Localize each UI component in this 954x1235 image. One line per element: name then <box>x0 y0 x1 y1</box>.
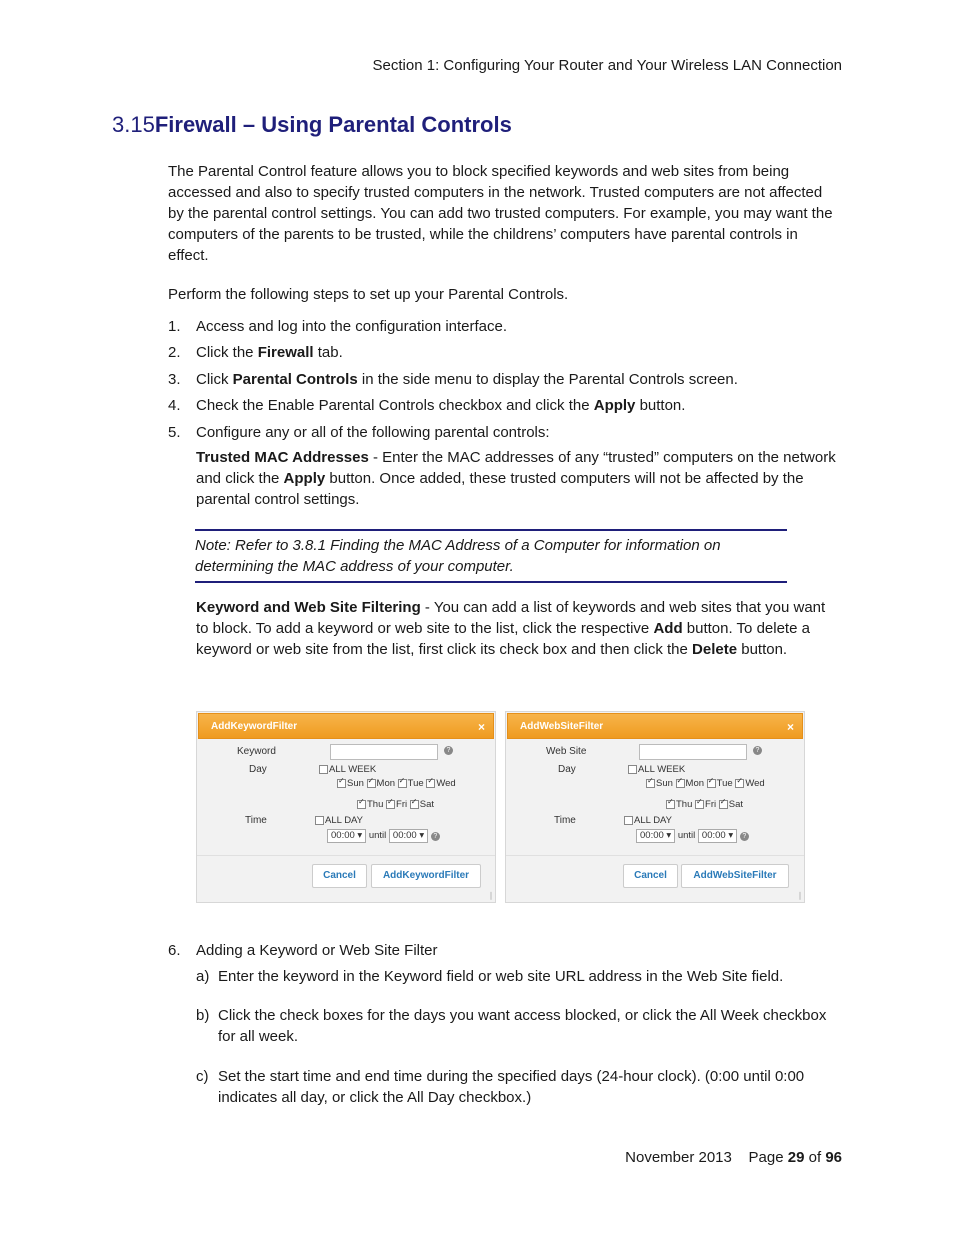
step-text <box>196 342 836 363</box>
substep-text: Click the check boxes for the days you want access blocked, or click the All Week checkbox for all week. <box>218 1007 827 1045</box>
checkbox-icon[interactable] <box>398 779 407 788</box>
checkbox-icon[interactable] <box>315 816 324 825</box>
checkbox-icon[interactable] <box>676 779 685 788</box>
step-text <box>196 395 836 416</box>
day-thu-label: Thu <box>367 799 384 810</box>
until-label: until <box>677 830 696 841</box>
help-icon[interactable]: ? <box>753 746 762 755</box>
add-website-filter-button[interactable]: AddWebSiteFilter <box>681 864 789 888</box>
bold-term: Apply <box>593 397 636 414</box>
section-title-text: Firewall – Using Parental Controls <box>154 112 512 137</box>
page-footer <box>625 1149 842 1166</box>
section-title <box>112 112 512 138</box>
checkbox-icon[interactable] <box>719 800 728 809</box>
checkbox-icon[interactable] <box>386 800 395 809</box>
add-keyword-filter-button[interactable]: AddKeywordFilter <box>371 864 481 888</box>
day-mon-label: Mon <box>685 778 705 789</box>
text-run: Click the <box>196 344 258 361</box>
checkbox-icon[interactable] <box>357 800 366 809</box>
trusted-mac-paragraph <box>196 447 838 510</box>
checkbox-icon[interactable] <box>410 800 419 809</box>
day-mon-label: Mon <box>376 778 396 789</box>
day-sun-label: Sun <box>347 778 364 789</box>
checkbox-label: ALL DAY <box>325 815 364 826</box>
bold-term: Firewall <box>257 344 314 361</box>
keyword-filter-paragraph <box>196 597 838 660</box>
until-label: until <box>368 830 387 841</box>
day-checkboxes-row-2 <box>357 799 434 810</box>
text-run: button. Once added, these trusted computers will not be affected by the parental control settings. <box>196 470 804 508</box>
select-value: 00:00 <box>701 830 726 841</box>
substep-text: Set the start time and end time during the specified days (24-hour clock). (0:00 until 0:00 indicates all day, or click the All Day checkbox.) <box>218 1068 805 1106</box>
website-label: Web Site <box>546 746 587 757</box>
substep-letter: b) <box>196 1007 210 1024</box>
checkbox-icon[interactable] <box>367 779 376 788</box>
day-checkboxes-row-2 <box>666 799 743 810</box>
checkbox-label: ALL DAY <box>634 815 673 826</box>
substep-text: Enter the keyword in the Keyword field or web site URL address in the Web Site field. <box>218 968 784 985</box>
checkbox-icon[interactable] <box>319 765 328 774</box>
bold-term: Delete <box>692 641 738 658</box>
time-label: Time <box>245 815 267 826</box>
bold-term: Apply <box>283 470 326 487</box>
resize-handle-icon[interactable]: ∣ <box>798 891 802 900</box>
checkbox-icon[interactable] <box>695 800 704 809</box>
note-box: Note: Refer to 3.8.1 Finding the MAC Address of a Computer for information on determining the MAC address of your computer. <box>195 529 787 583</box>
bold-term: Keyword and Web Site Filtering <box>196 599 421 616</box>
close-icon[interactable]: × <box>477 720 485 734</box>
keyword-input[interactable] <box>330 744 438 760</box>
checkbox-icon[interactable] <box>707 779 716 788</box>
step-number: 5. <box>168 424 181 441</box>
close-icon[interactable]: × <box>786 720 794 734</box>
bold-term: Trusted MAC Addresses <box>196 449 369 466</box>
text-run: button. <box>635 397 686 414</box>
step-number: 2. <box>168 344 181 361</box>
time-range <box>327 829 440 843</box>
day-tue-label: Tue <box>716 778 733 789</box>
select-value: 00:00 <box>640 830 664 841</box>
day-sat-label: Sat <box>419 799 434 810</box>
text-run: button. To delete a keyword or web site from the list, first click its check box and then click the <box>196 620 810 658</box>
select-value: 00:00 <box>331 830 355 841</box>
day-checkboxes-row-1 <box>337 778 456 789</box>
running-header: Section 1: Configuring Your Router and Your Wireless LAN Connection <box>372 57 842 74</box>
all-day-checkbox[interactable] <box>624 815 672 826</box>
text-run: in the side menu to display the Parental Controls screen. <box>357 371 738 388</box>
checkbox-label: ALL WEEK <box>329 764 377 775</box>
divider <box>506 855 804 856</box>
text-run: Click <box>196 371 233 388</box>
bold-term: Parental Controls <box>232 371 358 388</box>
bold-term: Add <box>653 620 683 637</box>
help-icon[interactable]: ? <box>444 746 453 755</box>
dialog-title-bar <box>507 713 803 739</box>
step-text: Configure any or all of the following parental controls: <box>196 424 550 441</box>
checkbox-icon[interactable] <box>426 779 435 788</box>
step-text: Adding a Keyword or Web Site Filter <box>196 942 438 959</box>
footer-date: November 2013 <box>625 1149 732 1166</box>
text-run: - You can add a list of keywords and web sites that you want to block. To add a keyword or web site to the list, click the respective <box>196 599 826 637</box>
day-checkboxes-row-1 <box>646 778 765 789</box>
divider <box>197 855 495 856</box>
cancel-button[interactable]: Cancel <box>312 864 367 888</box>
time-range <box>636 829 749 843</box>
checkbox-label: ALL WEEK <box>638 764 686 775</box>
dialog-title: AddKeywordFilter <box>211 721 298 732</box>
day-thu-label: Thu <box>676 799 693 810</box>
page-total: 96 <box>825 1149 842 1166</box>
text-run: - Enter the MAC addresses of any “trusted” computers on the network and click the <box>196 449 836 487</box>
day-fri-label: Fri <box>396 799 408 810</box>
start-time-select[interactable]: 00:00 ▾ <box>636 829 675 843</box>
checkbox-icon[interactable] <box>337 779 346 788</box>
checkbox-icon[interactable] <box>624 816 633 825</box>
end-time-select[interactable]: 00:00 ▾ <box>698 829 737 843</box>
perform-paragraph: Perform the following steps to set up your Parental Controls. <box>168 286 569 303</box>
checkbox-icon[interactable] <box>646 779 655 788</box>
help-icon[interactable]: ? <box>740 832 749 841</box>
day-sat-label: Sat <box>728 799 743 810</box>
step-text: Access and log into the configuration interface. <box>196 318 508 335</box>
day-label: Day <box>558 764 576 775</box>
text-run: tab. <box>313 344 343 361</box>
footer-of: of <box>808 1149 822 1166</box>
text-run: Check the Enable Parental Controls checkbox and click the <box>196 397 594 414</box>
add-keyword-filter-dialog <box>196 711 496 903</box>
step-number: 4. <box>168 397 181 414</box>
all-day-checkbox[interactable] <box>315 815 363 826</box>
step-number: 3. <box>168 371 181 388</box>
dialog-title-bar <box>198 713 494 739</box>
resize-handle-icon[interactable]: ∣ <box>489 891 493 900</box>
keyword-label: Keyword <box>237 746 276 757</box>
time-label: Time <box>554 815 576 826</box>
day-label: Day <box>249 764 267 775</box>
select-value: 00:00 <box>392 830 417 841</box>
website-input[interactable] <box>639 744 747 760</box>
intro-paragraph: The Parental Control feature allows you to block specified keywords and web sites from being accessed and also to specify trusted computers in the network. Trusted computers are not affected by the parental control settings. You can add two trusted computers. For example, you may want the computers of the parents to be trusted, while the childrens’ computers have parental controls in effect. <box>168 163 833 264</box>
step-text <box>196 369 836 390</box>
substep-letter: a) <box>196 968 210 985</box>
checkbox-icon[interactable] <box>628 765 637 774</box>
help-icon[interactable]: ? <box>431 832 440 841</box>
add-website-filter-dialog <box>505 711 805 903</box>
page-number: 29 <box>787 1149 805 1166</box>
start-time-select[interactable]: 00:00 ▾ <box>327 829 366 843</box>
section-number: 3.15 <box>112 112 155 137</box>
day-sun-label: Sun <box>656 778 673 789</box>
checkbox-icon[interactable] <box>735 779 744 788</box>
day-tue-label: Tue <box>407 778 424 789</box>
day-fri-label: Fri <box>705 799 717 810</box>
all-week-checkbox[interactable] <box>628 764 685 775</box>
checkbox-icon[interactable] <box>666 800 675 809</box>
substep-letter: c) <box>196 1068 209 1085</box>
dialog-title: AddWebSiteFilter <box>520 721 604 732</box>
step-number: 1. <box>168 318 181 335</box>
step-number: 6. <box>168 942 181 959</box>
footer-page-word: Page <box>748 1149 784 1166</box>
all-week-checkbox[interactable] <box>319 764 376 775</box>
day-wed-label: Wed <box>745 778 765 789</box>
end-time-select[interactable]: 00:00 ▾ <box>389 829 428 843</box>
text-run: button. <box>737 641 788 658</box>
cancel-button[interactable]: Cancel <box>623 864 678 888</box>
day-wed-label: Wed <box>436 778 456 789</box>
